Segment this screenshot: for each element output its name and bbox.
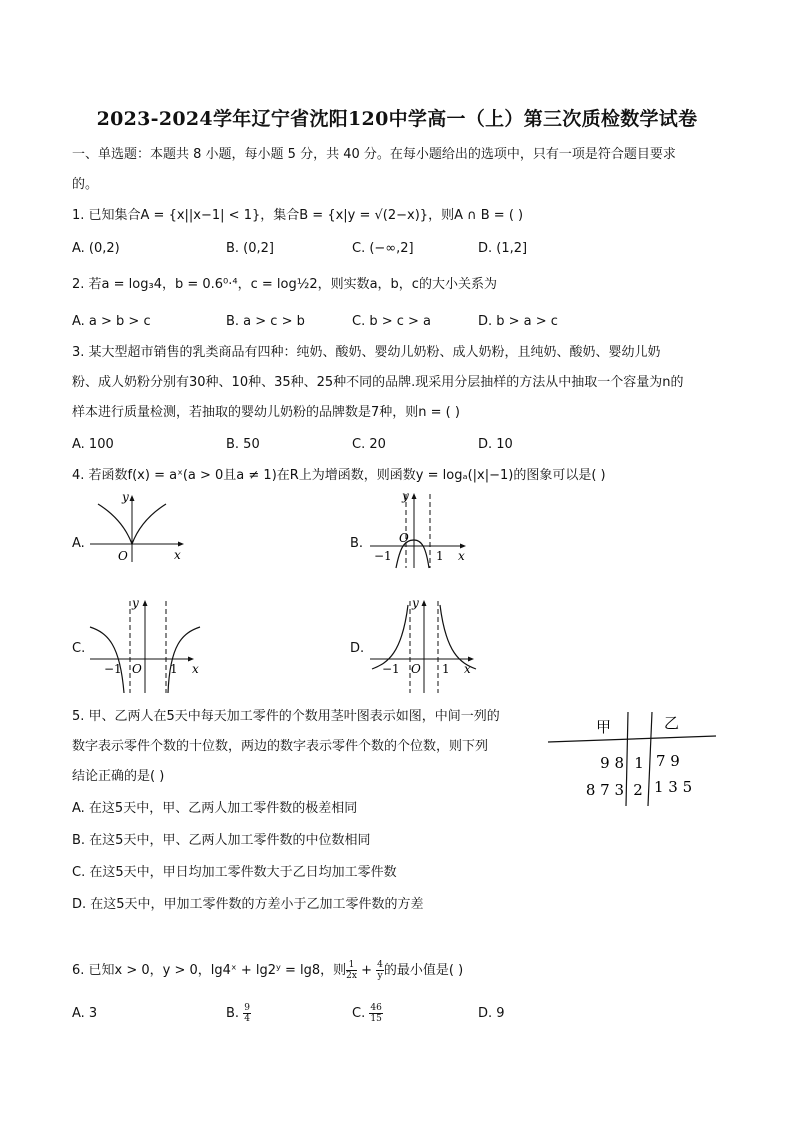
q3-option-d: D. 10 (478, 437, 513, 452)
q4c-origin-label: O (132, 662, 142, 676)
q4c-one-label: 1 (170, 662, 178, 676)
section-heading-cont: 的。 (72, 177, 99, 192)
q4-option-a: A. (72, 536, 85, 551)
q6-option-b-numerator: 9 (244, 1003, 250, 1013)
stemleaf-row-2-left: 8 7 3 (585, 781, 624, 799)
q4-graph-d (366, 597, 482, 695)
q4b-one-label: 1 (436, 549, 444, 563)
question-5-line-2: 数字表示零件个数的十位数，两边的数字表示零件个数的个位数，则下列 (72, 739, 489, 754)
q4-graph-b (366, 490, 472, 570)
q2-option-a: A. a > b > c (72, 314, 151, 329)
q4d-x-label: x (464, 662, 471, 676)
q6-plus-sign: + (361, 963, 372, 978)
q5-option-a: A. 在这5天中，甲、乙两人加工零件数的极差相同 (72, 801, 358, 816)
q6-option-b-fraction (243, 1003, 251, 1024)
question-2-stem: 2. 若a = log₃4，b = 0.6⁰·⁴，c = log½2，则实数a，b，c的大小关系为 (72, 277, 497, 292)
q6-fraction-2-denominator: y (377, 971, 383, 981)
q6-fraction-2 (376, 960, 384, 981)
q6-option-c-denominator: 15 (370, 1014, 382, 1024)
q4a-x-label: x (174, 548, 181, 562)
q6-option-d: D. 9 (478, 1006, 505, 1021)
q3-option-c: C. 20 (352, 437, 386, 452)
q6-option-c-fraction (369, 1003, 382, 1024)
q4a-y-label: y (122, 492, 129, 504)
q6-fraction-1-denominator: 2x (346, 971, 357, 981)
q4-graph-c (86, 597, 204, 695)
q4a-origin-label: O (118, 549, 128, 563)
q6-option-b (226, 1003, 251, 1025)
stemleaf-right-header: 乙 (664, 714, 680, 732)
q6-stem-start: 6. 已知x > 0，y > 0，lg4ˣ + lg2ʸ = lg8，则 (72, 963, 347, 978)
question-3-line-2: 粉、成人奶粉分别有30种、10种、35种、25种不同的品牌.现采用分层抽样的方法从中抽取一个容量为n的 (72, 375, 684, 390)
q6-option-a: A. 3 (72, 1006, 98, 1021)
q6-fraction-1-numerator: 1 (346, 960, 357, 971)
q4d-neg-one-label: −1 (382, 662, 400, 676)
q4b-neg-one-label: −1 (374, 549, 392, 563)
q4d-y-label: y (412, 597, 419, 610)
q6-option-b-denominator: 4 (244, 1014, 250, 1024)
q4-graph-a (86, 492, 190, 566)
q1-option-a: A. (0,2) (72, 241, 120, 256)
question-4-stem: 4. 若函数f(x) = aˣ(a > 0且a ≠ 1)在R上为增函数，则函数y = logₐ(|x|−1)的图象可以是( ) (72, 468, 606, 483)
section-heading: 一、单选题：本题共 8 小题，每小题 5 分，共 40 分。在每小题给出的选项中，只有一项是符合题目要求 (72, 147, 676, 162)
q4b-y-label: y (402, 490, 409, 503)
question-3-line-1: 3. 某大型超市销售的乳类商品有四种：纯奶、酸奶、婴幼儿奶粉、成人奶粉，且纯奶、酸奶、婴幼儿奶 (72, 345, 661, 360)
q6-fraction-2-numerator: 4 (377, 960, 383, 970)
q4b-x-label: x (458, 549, 465, 563)
q5-option-d: D. 在这5天中，甲加工零件数的方差小于乙加工零件数的方差 (72, 897, 424, 912)
question-1-stem: 1. 已知集合A = {x||x−1| < 1}，集合B = {x|y = √(2−x)}，则A ∩ B = ( ) (72, 208, 524, 223)
stemleaf-row-2-stem: 2 (633, 781, 643, 799)
q4c-y-label: y (132, 597, 139, 610)
q5-option-c: C. 在这5天中，甲日均加工零件数大于乙日均加工零件数 (72, 865, 397, 880)
q1-option-b: B. (0,2] (226, 241, 275, 256)
q4d-origin-label: O (411, 662, 421, 676)
stemleaf-row-2-right: 1 3 5 (654, 778, 693, 796)
q6-option-c (352, 1003, 383, 1025)
q3-option-b: B. 50 (226, 437, 260, 452)
question-5-line-3: 结论正确的是( ) (72, 769, 165, 784)
q2-option-b: B. a > c > b (226, 314, 305, 329)
q4b-origin-label: O (399, 531, 409, 545)
question-5-line-1: 5. 甲、乙两人在5天中每天加工零件的个数用茎叶图表示如图，中间一列的 (72, 709, 500, 724)
q6-option-b-label: B. (226, 1006, 240, 1021)
question-3-line-3: 样本进行质量检测，若抽取的婴幼儿奶粉的品牌数是7种，则n = ( ) (72, 405, 460, 420)
q1-option-d: D. (1,2] (478, 241, 528, 256)
q4-option-b: B. (350, 536, 364, 551)
stemleaf-row-1-right: 7 9 (656, 752, 680, 770)
q1-option-c: C. (−∞,2] (352, 241, 414, 256)
q4c-x-label: x (192, 662, 199, 676)
q4-option-d: D. (350, 641, 365, 656)
stemleaf-left-header: 甲 (596, 718, 612, 736)
q2-option-d: D. b > a > c (478, 314, 558, 329)
page-title: 2023-2024学年辽宁省沈阳120中学高一（上）第三次质检数学试卷 (96, 108, 698, 130)
stemleaf-row-1-stem: 1 (634, 754, 644, 772)
q6-option-c-numerator: 46 (370, 1003, 382, 1013)
q4-option-c: C. (72, 641, 86, 656)
q6-stem-end: 的最小值是( ) (383, 963, 464, 978)
stemleaf-row-1-left: 9 8 (600, 754, 624, 772)
q4c-neg-one-label: −1 (104, 662, 122, 676)
stem-and-leaf-plot (540, 706, 722, 810)
q6-option-c-label: C. (352, 1006, 366, 1021)
q6-fraction-1 (346, 960, 357, 981)
q3-option-a: A. 100 (72, 437, 114, 452)
q4d-one-label: 1 (442, 662, 450, 676)
q2-option-c: C. b > c > a (352, 314, 432, 329)
question-6-stem (72, 960, 463, 982)
q5-option-b: B. 在这5天中，甲、乙两人加工零件数的中位数相同 (72, 833, 371, 848)
